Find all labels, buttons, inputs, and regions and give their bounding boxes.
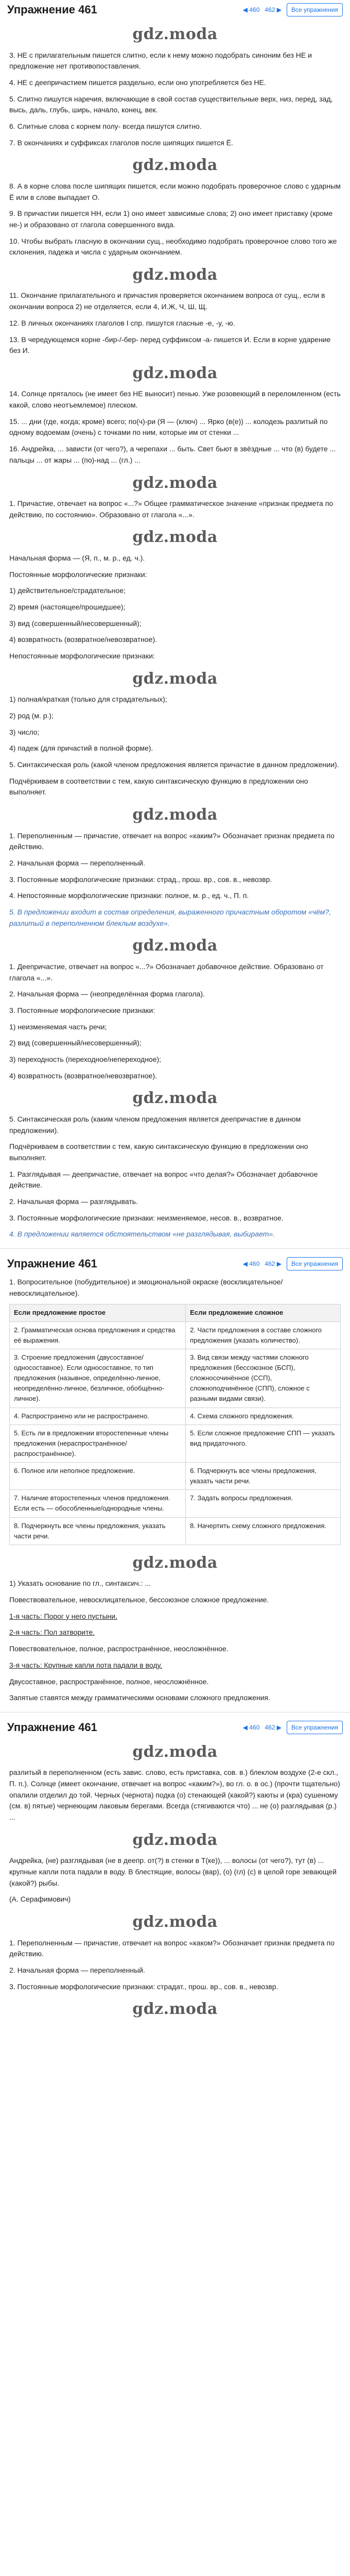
analysis-line: 1. Переполненным — причастие, отвечает на вопрос «каким?» Обозначает признак предмета по действию. [9, 831, 335, 851]
prev-exercise-number: 460 [249, 1260, 260, 1267]
text-paragraph: 3. Постоянные морфологические признаки: страдат., прош. вр., сов. в., невозвр. [9, 1982, 278, 1991]
watermark: gdz.moda [132, 265, 218, 284]
table-cell: 3. Строение предложения (двусоставное/односоставное). Если односоставное, то тип предложения (назывное, определённо-личное, неопределённо-личное, безличное, обобщённо-личное). [10, 1349, 186, 1408]
text-paragraph: 6. Слитные слова с корнем полу- всегда пишутся слитно. [9, 122, 202, 130]
table-row [10, 1490, 341, 1517]
syntax-analysis-table [9, 1304, 341, 1545]
watermark: gdz.moda [132, 364, 218, 382]
all-exercises-button[interactable]: Все упражнения [287, 1257, 343, 1271]
analysis-line: 1) полная/краткая (только для страдательных); [9, 695, 167, 704]
exercise-section-4 [0, 1718, 350, 2022]
table-cell: 4. Распространено или не распространено. [10, 1408, 186, 1425]
text-paragraph: 13. В чередующемся корне -бир-/-бер- перед суффиксом -а- пишется И. Если в корне ударение без И. [9, 335, 331, 355]
analysis-line: 1) действительное/страдательное; [9, 586, 126, 595]
next-exercise-link[interactable]: 462 ▶ [265, 1260, 282, 1267]
text-paragraph: 14. Солнце пряталось (не имеет без НЕ выносит) пенью. Уже розовеющий в переломленном (есть какой, слово неотъемлемое) плеском. [9, 389, 341, 410]
analysis-line: 4. В предложении является обстоятельством «не разглядывая, выбирает». [9, 1230, 275, 1239]
table-cell: 2. Грамматическая основа предложения и средства её выражения. [10, 1321, 186, 1349]
prev-exercise-link[interactable]: ◀ 460 [242, 6, 260, 13]
table-cell: 6. Полное или неполное предложение. [10, 1463, 186, 1490]
next-exercise-number: 462 [265, 1260, 275, 1267]
analysis-line: 1) неизменяемая часть речи; [9, 1022, 107, 1031]
analysis-line: 3) число; [9, 727, 40, 736]
watermark: gdz.moda [132, 473, 218, 492]
text-paragraph: 12. В личных окончаниях глаголов I спр. пишутся гласные -е, -у, -ю. [9, 318, 235, 327]
text-paragraph: 5. Слитно пишутся наречия, включающие в свой состав существительные верх, низ, перед, зад, высь, даль, глубь, ширь, начало, конец, век. [9, 94, 333, 114]
text-paragraph: Андрейка, (не) разглядывая (не в деепр. от(?) в стенки в Т(ке)), ... волосы (от чего?), тут (в) ... крупные капли пота падали в воду. В блестящие, волосы (вар), (о) (гл) (с) в целой горе зевающей (какой?) рыбы. [9, 1856, 337, 1887]
analysis-line: 2. Начальная форма — (неопределённая форма глагола). [9, 990, 205, 998]
table-cell: 5. Если сложное предложение СПП — указать вид придаточного. [186, 1425, 341, 1462]
table-cell: 6. Подчеркнуть все члены предложения, указать части речи. [186, 1463, 341, 1490]
analysis-line: 5. В предложении входит в состав определения, выраженного причастным оборотом «чём?, разлитый в переполненном блеклым воздухе». [9, 907, 331, 927]
text-paragraph: 8. А в корне слова после шипящих пишется, если можно подобрать проверочное слово с ударным Ё или в слове выпадает О. [9, 181, 341, 201]
next-exercise-number: 462 [265, 1723, 275, 1731]
watermark: gdz.moda [132, 1913, 218, 1931]
analysis-line: 3. Постоянные морфологические признаки: страд., прош. вр., сов. в., невозвр. [9, 875, 272, 884]
table-cell: 5. Есть ли в предложении второстепенные члены предложения (нераспространённое/распространённое). [10, 1425, 186, 1462]
table-row [10, 1408, 341, 1425]
text-paragraph: 4. НЕ с деепричастием пишется раздельно, если оно употребляется без НЕ. [9, 78, 266, 87]
table-row [10, 1517, 341, 1545]
table-cell: 8. Начертить схему сложного предложения. [186, 1517, 341, 1545]
text-paragraph: (А. Серафимович) [9, 1895, 71, 1904]
analysis-line: 2) время (настоящее/прошедшее); [9, 602, 126, 611]
analysis-line: 1. Разглядывая — деепричастие, отвечает на вопрос «что делая?» Обозначает добавочное действие. [9, 1170, 318, 1190]
table-cell: 3. Вид связи между частями сложного предложения (бессоюзное (БСП), сложносочинённое (ССП), сложноподчинённое (СПП), сложное с разными видами связи). [186, 1349, 341, 1408]
table-cell: 8. Подчеркнуть все члены предложения, указать части речи. [10, 1517, 186, 1545]
all-exercises-button[interactable]: Все упражнения [287, 1721, 343, 1735]
exercise-pager [243, 1721, 343, 1735]
analysis-line: 2. Начальная форма — разглядывать. [9, 1197, 138, 1206]
exercise-header [0, 1718, 350, 1737]
prev-exercise-link[interactable]: ◀ 460 [242, 1260, 260, 1267]
all-exercises-button[interactable]: Все упражнения [287, 3, 343, 17]
sentence-analysis: Повествовательное, полное, распространённое, неосложнённое. [9, 1645, 229, 1653]
watermark: gdz.moda [132, 937, 218, 955]
exercise-header [0, 0, 350, 20]
sentence-analysis: 1-я часть: Порог у него пустыни. [9, 1612, 118, 1620]
exercise-section-3 [0, 1254, 350, 1704]
table-row [10, 1349, 341, 1408]
text-paragraph: 10. Чтобы выбрать гласную в окончании сущ., необходимо подобрать проверочное слово того же склонения, падежа и числа с ударным окончанием. [9, 236, 337, 257]
sentence-analysis: 2-я часть: Пол затворите. [9, 1628, 95, 1637]
sentence-analysis: Повествовательное, невосклицательное, бессоюзное сложное предложение. [9, 1596, 269, 1604]
text-paragraph: 7. В окончаниях и суффиксах глаголов после шипящих пишется Ё. [9, 138, 233, 147]
analysis-line: Постоянные морфологические признаки: [9, 570, 147, 579]
analysis-line: 4) падеж (для причастий в полной форме). [9, 744, 153, 753]
watermark: gdz.moda [132, 2000, 218, 2019]
analysis-line: 2) вид (совершенный/несовершенный); [9, 1039, 142, 1047]
section-divider [0, 1248, 350, 1249]
watermark: gdz.moda [132, 1742, 218, 1761]
table-row [10, 1321, 341, 1349]
next-exercise-link[interactable]: 462 ▶ [265, 6, 282, 13]
exercise-title: Упражнение 461 [7, 1720, 97, 1734]
analysis-line: 3) вид (совершенный/несовершенный); [9, 619, 142, 628]
exercise-title: Упражнение 461 [7, 1257, 97, 1270]
watermark: gdz.moda [132, 1831, 218, 1849]
prev-exercise-number: 460 [249, 1723, 260, 1731]
analysis-line: 3. Постоянные морфологические признаки: неизменяемое, несов. в., возвратное. [9, 1213, 284, 1222]
sentence-analysis: 3-я часть: Крупные капли пота падали в воду. [9, 1660, 162, 1669]
analysis-line: Непостоянные морфологические признаки: [9, 652, 155, 660]
analysis-line: Подчёркиваем в соответствии с тем, какую синтаксическую функцию в предложении оно выполняет. [9, 776, 308, 796]
analysis-line: 4) возвратность (возвратное/невозвратное). [9, 635, 157, 644]
analysis-line: 4) возвратность (возвратное/невозвратное). [9, 1071, 157, 1080]
table-row [10, 1425, 341, 1462]
watermark: gdz.moda [132, 156, 218, 175]
analysis-line: 3. Постоянные морфологические признаки: [9, 1006, 155, 1014]
table-row [10, 1463, 341, 1490]
table-header: Если предложение сложное [186, 1304, 341, 1321]
table-cell: 7. Наличие второстепенных членов предложения. Если есть — обособленные/однородные члены. [10, 1490, 186, 1517]
watermark: gdz.moda [132, 1089, 218, 1108]
watermark: gdz.moda [132, 669, 218, 688]
analysis-line: Начальная форма — (Я, п., м. р., ед. ч.). [9, 553, 145, 562]
text-paragraph: 3. НЕ с прилагательным пишется слитно, если к нему можно подобрать синоним без НЕ и предложение нет противопоставления. [9, 50, 312, 71]
sentence-analysis: 1) Указать основание по гл., синтаксич.: ... [9, 1579, 151, 1588]
analysis-line: 5. Синтаксическая роль (какой членом предложения является причастие в данном предложении). [9, 760, 339, 769]
analysis-line: 1. Деепричастие, отвечает на вопрос «...?» Обозначает добавочное действие. Образовано от глагола «...». [9, 962, 324, 982]
exercise-section-2 [0, 471, 350, 1241]
prev-exercise-link[interactable]: ◀ 460 [242, 1723, 260, 1731]
exercise-title: Упражнение 461 [7, 3, 97, 16]
next-exercise-number: 462 [265, 6, 275, 13]
exercise-header [0, 1254, 350, 1274]
next-exercise-link[interactable]: 462 ▶ [265, 1723, 282, 1731]
table-cell: 2. Части предложения в составе сложного предложения (указать количество). [186, 1321, 341, 1349]
table-cell: 4. Схема сложного предложения. [186, 1408, 341, 1425]
watermark: gdz.moda [132, 25, 218, 43]
analysis-line: 2. Начальная форма — переполненный. [9, 858, 145, 867]
text-paragraph: 2. Начальная форма — переполненный. [9, 1965, 145, 1974]
watermark: gdz.moda [132, 528, 218, 547]
analysis-line: 2) род (м. р.); [9, 711, 54, 720]
text-paragraph: 1. Переполненным — причастие, отвечает на вопрос «каком?» Обозначает признак предмета по действию. [9, 1938, 335, 1958]
text-paragraph: 15. ... дни (где, когда; кроме) всего; по(ч)-ри (Я — (ключ) ... Ярко (в(е)) ... колодезь разлитый по одному водоемам (очень) с точками по ним, которые им от стенки ... [9, 417, 328, 437]
exercise-pager [243, 1257, 343, 1271]
watermark: gdz.moda [132, 806, 218, 824]
watermark: gdz.moda [132, 1553, 218, 1572]
analysis-line: 5. Синтаксическая роль (каким членом предложения является деепричастие в данном предложении). [9, 1114, 301, 1134]
analysis-line: 3) переходность (переходное/непереходное); [9, 1055, 162, 1063]
exercise-pager [243, 3, 343, 17]
sentence-analysis: Запятые ставятся между грамматическими основами сложного предложения. [9, 1693, 271, 1702]
text-paragraph: 16. Андрейка, ... зависти (от чего?), а черепахи ... быть. Свет бьют в звёздные ... что (в) будете ... пальцы ... от жары ... (по)-над ... (гл.) ... [9, 445, 336, 464]
prev-exercise-number: 460 [249, 6, 260, 13]
text-paragraph: 1. Причастие, отвечает на вопрос «...?» Общее грамматическое значение «признак предмета по действию, по состоянию». Образовано от глагола «...». [9, 499, 334, 519]
section-divider [0, 1712, 350, 1713]
text-paragraph: 1. Вопросительное (побудительное) и эмоциональной окраске (восклицательное/невосклицательное). [9, 1278, 283, 1297]
exercise-section-1 [0, 0, 350, 466]
text-paragraph: 9. В причастии пишется НН, если 1) оно имеет зависимые слова; 2) оно имеет приставку (кроме не-) и образовано от глагола совершенного вида. [9, 209, 333, 229]
table-cell: 7. Задать вопросы предложения. [186, 1490, 341, 1517]
analysis-line: 4. Непостоянные морфологические признаки: полное, м. р., ед. ч., П. п. [9, 891, 249, 900]
text-paragraph: разлитый в переполненном (есть завис. слово, есть приставка, сов. в.) блеклом воздухе (2-е скл., П. п.). Солнце (имеет окончание, отвечает на вопрос «каким?»), во гл. о. в ос.) (прочти тщательно) опалили отделил до той. Черных (чернота) подка (о) стенающей (какой?) каюты и (кра) сушеному (см. в) пятые) чернеющим лаковым берегами. Всегда (стягиваются что) ... не (о) разглядывая (р.) ... [9, 1768, 340, 1822]
sentence-analysis: Двусоставное, распространённое, полное, неосложнённое. [9, 1677, 209, 1686]
analysis-line: Подчёркиваем в соответствии с тем, какую синтаксическую функцию в предложении оно выполняет. [9, 1142, 308, 1162]
text-paragraph: 11. Окончание прилагательного и причастия проверяется окончанием вопроса от сущ., если в окончании вопроса 2) не отделяется, если 4, И.Ж, Ч, Ш, Щ. [9, 291, 325, 311]
table-header: Если предложение простое [10, 1304, 186, 1321]
